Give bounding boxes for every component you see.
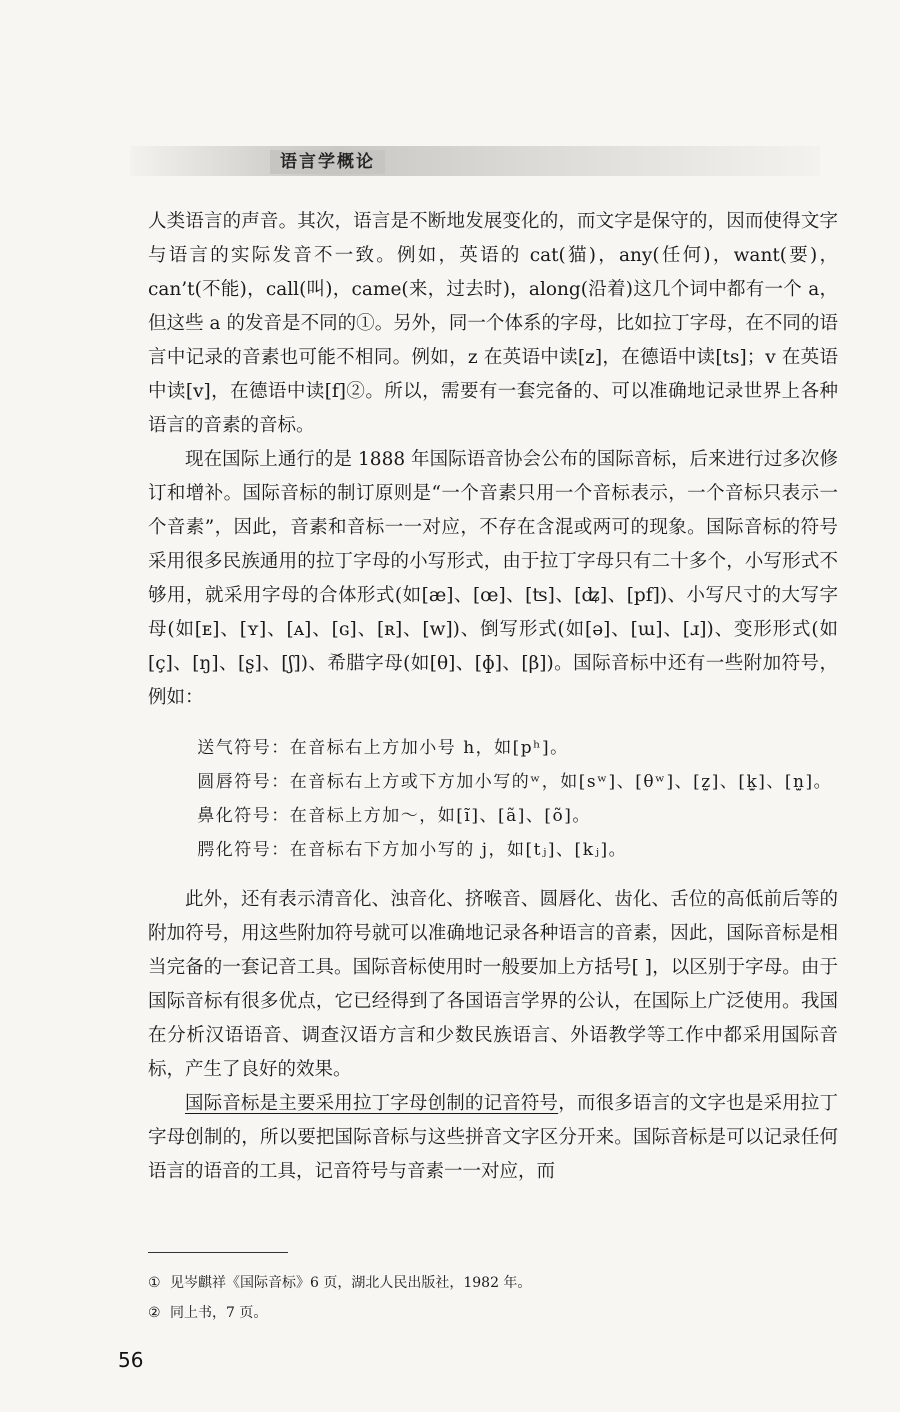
example-labialization: 圆唇符号：在音标右上方或下方加小写的ʷ，如[sʷ]、[θʷ]、[z̫]、[k̫]、[n̫]。 bbox=[197, 772, 833, 792]
example-nasalization: 鼻化符号：在音标上方加～，如[ĩ]、[ã]、[õ]。 bbox=[197, 806, 591, 826]
footnote-1-text: 见岑麒祥《国际音标》6 页，湖北人民出版社，1982 年。 bbox=[170, 1275, 532, 1291]
diacritic-examples bbox=[148, 731, 838, 867]
footnote-2-mark: ② bbox=[148, 1305, 161, 1321]
running-header-band bbox=[130, 146, 820, 176]
footnote-divider bbox=[148, 1252, 288, 1253]
footnotes bbox=[148, 1268, 531, 1328]
paragraph-2: 现在国际上通行的是 1888 年国际语音协会公布的国际音标，后来进行过多次修订和增补。国际音标的制订原则是“一个音素只用一个音标表示，一个音标只表示一个音素”，因此，音素和音标一一对应，不存在含混或两可的现象。国际音标的符号采用很多民族通用的拉丁字母的小写形式，由于拉丁字母只有二十多个，小写形式不够用，就采用字母的合体形式(如[æ]、[œ]、[ʦ]、[ʥ]、[pf])、小写尺寸的大写字母(如[ᴇ]、[ʏ]、[ᴀ]、[ɢ]、[ʀ]、[ᴡ])、倒写形式(如[ə]、[ɯ]、[ɹ])、变形形式(如[ç]、[ŋ]、[ʂ]、[ʃ])、希腊字母(如[θ]、[ɸ]、[β])。国际音标中还有一些附加符号，例如： bbox=[148, 449, 838, 708]
footnote-2-text: 同上书，7 页。 bbox=[170, 1305, 268, 1321]
running-header-title: 语言学概论 bbox=[270, 150, 385, 174]
underlined-phrase: 国际音标是主要采用拉丁字母创制的记音符号 bbox=[185, 1093, 559, 1114]
example-aspiration: 送气符号：在音标右上方加小号 h，如[pʰ]。 bbox=[197, 738, 569, 758]
paragraph-4-rest: ，而很多语言的文字也是采用拉丁字母创制的，所以要把国际音标与这些拼音文字区分开来。国际音标是可以记录任何语言的语音的工具，记音符号与音素一一对应，而 bbox=[148, 1093, 838, 1182]
paragraph-3: 此外，还有表示清音化、浊音化、挤喉音、圆唇化、齿化、舌位的高低前后等的附加符号，用这些附加符号就可以准确地记录各种语言的音素，因此，国际音标是相当完备的一套记音工具。国际音标使用时一般要加上方括号[ ]，以区别于字母。由于国际音标有很多优点，它已经得到了各国语言学界的公认，在国际上广泛使用。我国在分析汉语语音、调查汉语方言和少数民族语言、外语教学等工作中都采用国际音标，产生了良好的效果。 bbox=[148, 889, 838, 1080]
footnote-1 bbox=[148, 1268, 531, 1298]
footnote-1-mark: ① bbox=[148, 1275, 161, 1291]
footnote-2 bbox=[148, 1298, 531, 1328]
paragraph-1: 人类语言的声音。其次，语言是不断地发展变化的，而文字是保守的，因而使得文字与语言的实际发音不一致。例如，英语的 cat(猫)，any(任何)，want(要)，can’t(不能)，call(叫)，came(来，过去时)，along(沿着)这几个词中都有一个 a，但这些 a 的发音是不同的①。另外，同一个体系的字母，比如拉丁字母，在不同的语言中记录的音素也可能不相同。例如，z 在英语中读[z]，在德语中读[ts]；v 在英语中读[v]，在德语中读[f]②。所以，需要有一套完备的、可以准确地记录世界上各种语言的音素的音标。 bbox=[148, 211, 838, 436]
main-text bbox=[148, 205, 838, 1189]
paragraph-4 bbox=[148, 1087, 838, 1189]
example-palatalization: 腭化符号：在音标右下方加小写的 j，如[tⱼ]、[kⱼ]。 bbox=[197, 840, 628, 860]
page-number: 56 bbox=[118, 1348, 144, 1372]
